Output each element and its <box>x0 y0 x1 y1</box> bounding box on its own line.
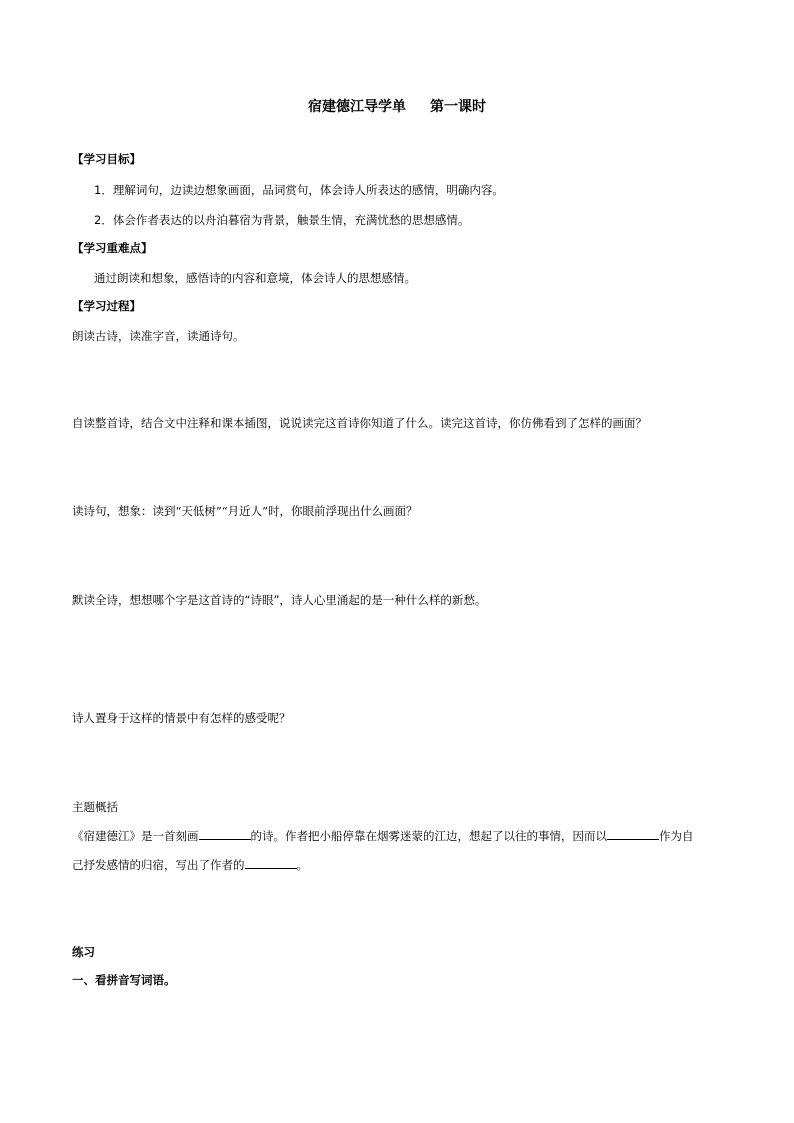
question-read-aloud: 朗读古诗，读准字音，读通诗句。 <box>72 329 245 343</box>
summary-line2-b: 。 <box>296 858 308 872</box>
goal-item-1: 1．理解词句，边读边想象画面，品词赏句，体会诗人所表达的感情，明确内容。 <box>94 183 504 197</box>
key-points-heading: 【学习重难点】 <box>72 241 153 255</box>
summary-line2-a: 己抒发感情的归宿，写出了作者的 <box>72 858 245 872</box>
page-title <box>0 97 794 117</box>
question-poem-eye: 默读全诗，想想哪个字是这首诗的“诗眼”，诗人心里涌起的是一种什么样的新愁。 <box>72 593 487 607</box>
exercise-part-1: 一、看拼音写词语。 <box>72 973 176 987</box>
question-imagine <box>72 503 418 519</box>
summary-line-2 <box>72 856 308 873</box>
key-points-text: 通过朗读和想象，感悟诗的内容和意境，体会诗人的思想感情。 <box>94 271 416 285</box>
goal-item-2: 2．体会作者表达的以舟泊暮宿为背景，触景生情，充满忧愁的思想感情。 <box>94 213 470 227</box>
question-self-read: 自读整首诗，结合文中注释和课本插图，说说读完这首诗你知道了什么。读完这首诗，你仿佛看到了怎样的画面？ <box>72 416 647 430</box>
question-imagine-prefix: 读诗句，想象：读到 <box>72 504 176 518</box>
summary-heading: 主题概括 <box>72 800 118 814</box>
goals-heading: 【学习目标】 <box>72 152 141 166</box>
title-sub: 第一课时 <box>430 99 486 115</box>
exercise-heading: 练习 <box>72 945 95 959</box>
question-imagine-quote: “天低树”“月近人”时，你眼前浮现出什么画面？ <box>175 504 418 518</box>
question-feeling: 诗人置身于这样的情景中有怎样的感受呢？ <box>72 711 291 725</box>
blank-2[interactable] <box>607 827 659 840</box>
title-main: 宿建德江导学单 <box>308 99 406 115</box>
summary-line-1 <box>72 827 694 844</box>
process-heading: 【学习过程】 <box>72 299 141 313</box>
blank-1[interactable] <box>199 827 251 840</box>
summary-line1-a: 《宿建德江》是一首刻画 <box>72 829 199 843</box>
summary-line1-c: 作为自 <box>659 829 694 843</box>
summary-line1-b: 的诗。作者把小船停靠在烟雾迷蒙的江边，想起了以往的事情，因而以 <box>250 829 607 843</box>
blank-3[interactable] <box>245 856 297 869</box>
